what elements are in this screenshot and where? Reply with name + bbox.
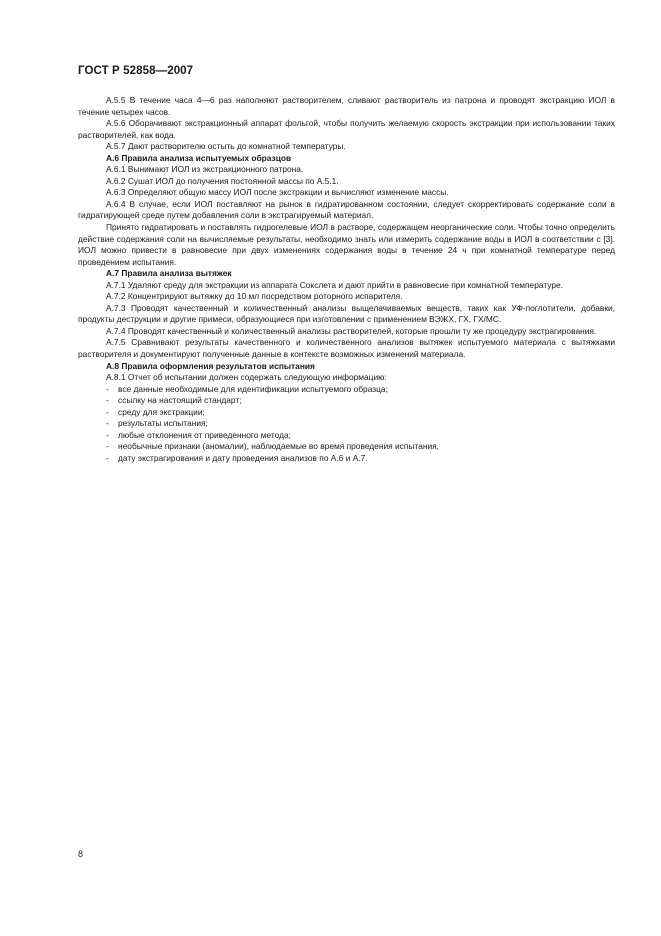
clause-a-6-4: А.6.4 В случае, если ИОЛ поставляют на рынок в гидратированном состоянии, следует скорректировать содержание соли в гидратирующей среде путем добавления соли в экстрагируемый материал. [78, 198, 615, 221]
list-item: - все данные необходимые для идентификации испытуемого образца; [106, 383, 388, 394]
clause-a-8-1: А.8.1 Отчет об испытании должен содержать следующую информацию: [106, 372, 387, 383]
list-item-text: среду для экстракции; [118, 406, 205, 417]
document-title: ГОСТ Р 52858—2007 [78, 65, 194, 77]
clause-a-7-1: А.7.1 Удаляют среду для экстракции из аппарата Сокслета и дают прийти в равновесие при комнатной температуре. [106, 279, 564, 290]
list-item-text: любые отклонения от приведенного метода; [118, 429, 291, 440]
clause-a-6-2: А.6.2 Сушат ИОЛ до получения постоянной массы по А.5.1. [106, 175, 339, 186]
list-item-text: необычные признаки (аномалии), наблюдаемые во время проведения испытания, [118, 441, 439, 452]
list-item: - дату экстрагирования и дату проведения анализов по А.6 и А.7. [106, 452, 368, 463]
section-a-8-heading: А.8 Правила оформления результатов испытания [106, 360, 315, 371]
list-item: - необычные признаки (аномалии), наблюдаемые во время проведения испытания, [106, 441, 439, 452]
section-a-7-heading: А.7 Правила анализа вытяжек [106, 268, 232, 279]
clause-a-5-5: А.5.5 В течение часа 4—6 раз наполняют растворителем, сливают растворитель из патрона и проводят экстракцию ИОЛ в течение четырех часов. [78, 95, 615, 117]
list-item-text: ссылку на настоящий стандарт; [118, 395, 242, 406]
report-items-list [78, 384, 615, 465]
clause-a-7-2: А.7.2 Концентрируют вытяжку до 10 мл посредством роторного испарителя. [106, 291, 403, 302]
document-body [78, 95, 615, 465]
clause-a-6-3: А.6.3 Определяют общую массу ИОЛ после экстракции и вычисляют изменение массы. [106, 187, 449, 198]
list-item: - ссылку на настоящий стандарт; [106, 395, 242, 406]
list-item-text: результаты испытания; [118, 418, 208, 429]
clause-a-5-6: А.5.6 Оборачивают экстракционный аппарат фольгой, чтобы получить желаемую скорость экстракции при использовании таких растворителей, как вода. [78, 118, 615, 140]
list-item-text: дату экстрагирования и дату проведения анализов по А.6 и А.7. [118, 452, 368, 463]
clause-a-5-7: А.5.7 Дают растворителю остыть до комнатной температуры. [106, 141, 346, 152]
list-item: - любые отклонения от приведенного метода; [106, 429, 291, 440]
clause-a-6-4-note: Принято гидратировать и поставлять гидрогелевые ИОЛ в растворе, содержащем неорганические соли. Чтобы точно определить действие содержания соли на вычисляемые результаты, необходимо знать или измерить содержание воды в ИОЛ в соответствии с [3]. ИОЛ можно привести в равновесие при двух изменениях содержания воды в течение 24 ч при комнатной температуре перед проведением испытания. [78, 222, 615, 267]
section-a-6-heading: А.6 Правила анализа испытуемых образцов [106, 152, 292, 163]
list-item: - среду для экстракции; [106, 406, 205, 417]
clause-a-7-5: А.7.5 Сравнивают результаты качественного и количественного анализов вытяжек испытуемого материала с вытяжками растворителя и документируют полученные данные в контексте возможных изменений материала. [78, 337, 615, 360]
clause-a-7-3: А.7.3 Проводят качественный и количественный анализы выщелачиваемых веществ, таких как УФ-поглотители, добавки, продукты деструкции и другие примеси, образующиеся при изготовлении с применением ВЭЖХ, ГХ, ГХ/МС. [78, 302, 615, 325]
list-item: - результаты испытания; [106, 418, 208, 429]
clause-a-6-1: А.6.1 Вынимают ИОЛ из экстракционного патрона. [106, 164, 304, 175]
list-item-text: все данные необходимые для идентификации испытуемого образца; [118, 383, 388, 394]
clause-a-7-4: А.7.4 Проводят качественный и количественный анализы растворителей, которые прошли ту же процедуру экстрагирования. [106, 325, 597, 336]
page-number: 8 [78, 849, 84, 859]
